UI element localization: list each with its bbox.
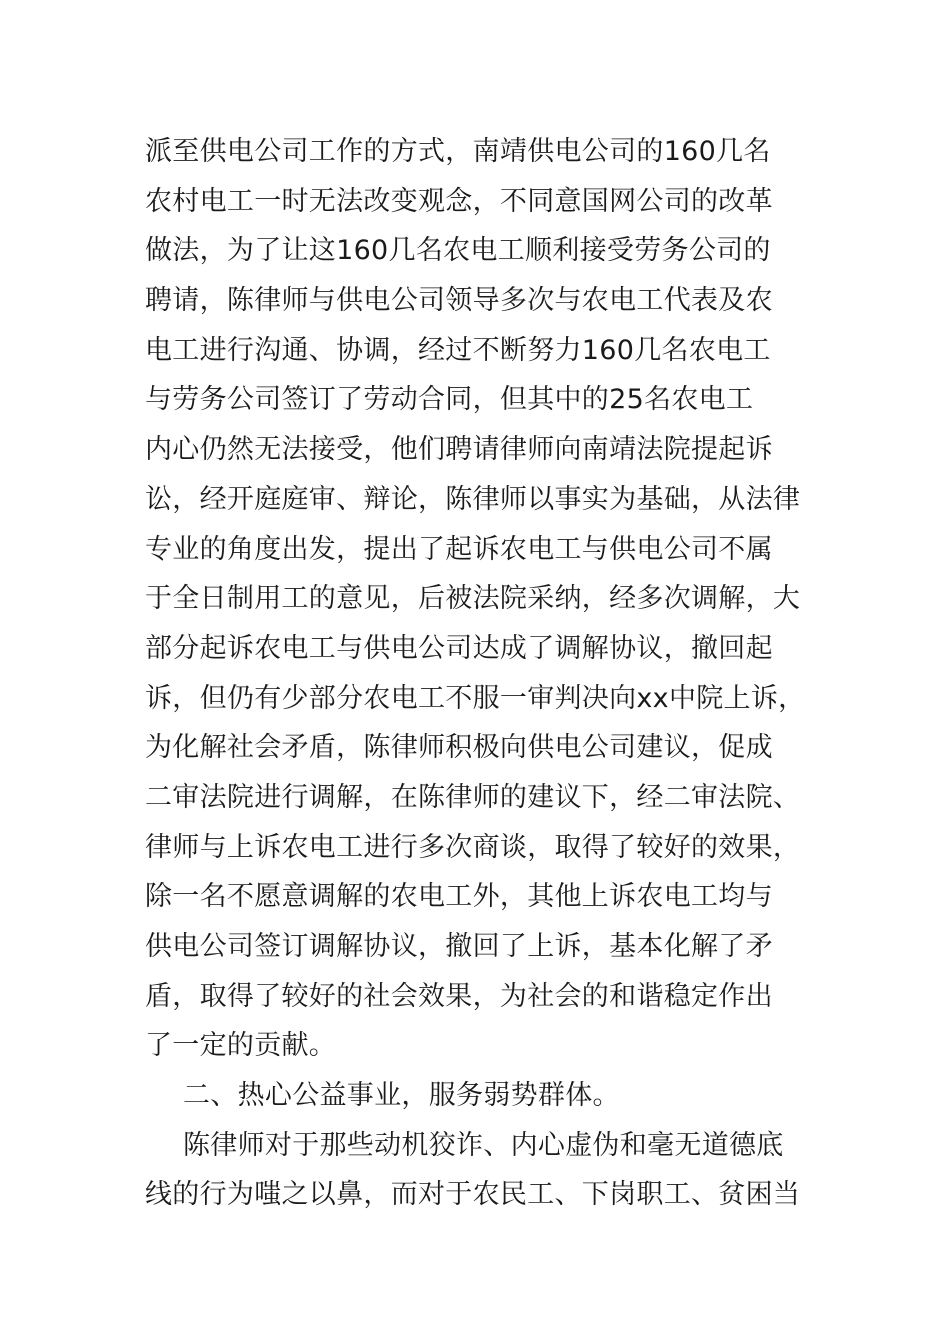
text-line: 部分起诉农电工与供电公司达成了调解协议，撤回起 <box>145 632 773 664</box>
text-line: 于全日制用工的意见，后被法院采纳，经多次调解，大 <box>145 583 801 615</box>
text-line: 律师与上诉农电工进行多次商谈，取得了较好的效果， <box>145 831 801 863</box>
text-line: 与劳务公司签订了劳动合同，但其中的25名农电工 <box>145 384 754 416</box>
text-line: 农村电工一时无法改变观念，不同意国网公司的改革 <box>145 185 773 217</box>
text-line: 供电公司签订调解协议，撤回了上诉，基本化解了矛 <box>145 931 773 962</box>
text-line: 盾，取得了较好的社会效果，为社会的和谐稳定作出 <box>145 980 773 1012</box>
text-line: 内心仍然无法接受，他们聘请律师向南靖法院提起诉 <box>145 434 773 466</box>
text-line: 做法，为了让这160几名农电工顺利接受劳务公司的 <box>145 235 771 267</box>
text-line: 线的行为嗤之以鼻，而对于农民工、下岗职工、贫困当 <box>145 1179 801 1211</box>
text-line: 讼，经开庭庭审、辩论，陈律师以事实为基础，从法律 <box>145 483 801 515</box>
text-line: 除一名不愿意调解的农电工外，其他上诉农电工均与 <box>145 881 773 913</box>
text-line: 二审法院进行调解，在陈律师的建议下，经二审法院、 <box>145 781 801 813</box>
section-heading: 二、热心公益事业，服务弱势群体。 <box>183 1080 620 1112</box>
text-line: 聘请，陈律师与供电公司领导多次与农电工代表及农 <box>145 285 773 317</box>
text-line: 诉，但仍有少部分农电工不服一审判决向xx中院上诉， <box>145 682 806 714</box>
text-line: 专业的角度出发，提出了起诉农电工与供电公司不属 <box>145 533 773 565</box>
text-line: 派至供电公司工作的方式，南靖供电公司的160几名 <box>145 136 771 167</box>
document-body <box>145 127 825 1220</box>
paragraph-start-line: 陈律师对于那些动机狡诈、内心虚伪和毫无道德底 <box>183 1129 784 1161</box>
text-line: 为化解社会矛盾，陈律师积极向供电公司建议，促成 <box>145 732 773 764</box>
text-line: 了一定的贡献。 <box>145 1030 337 1062</box>
text-line: 电工进行沟通、协调，经过不断努力160几名农电工 <box>145 334 771 366</box>
